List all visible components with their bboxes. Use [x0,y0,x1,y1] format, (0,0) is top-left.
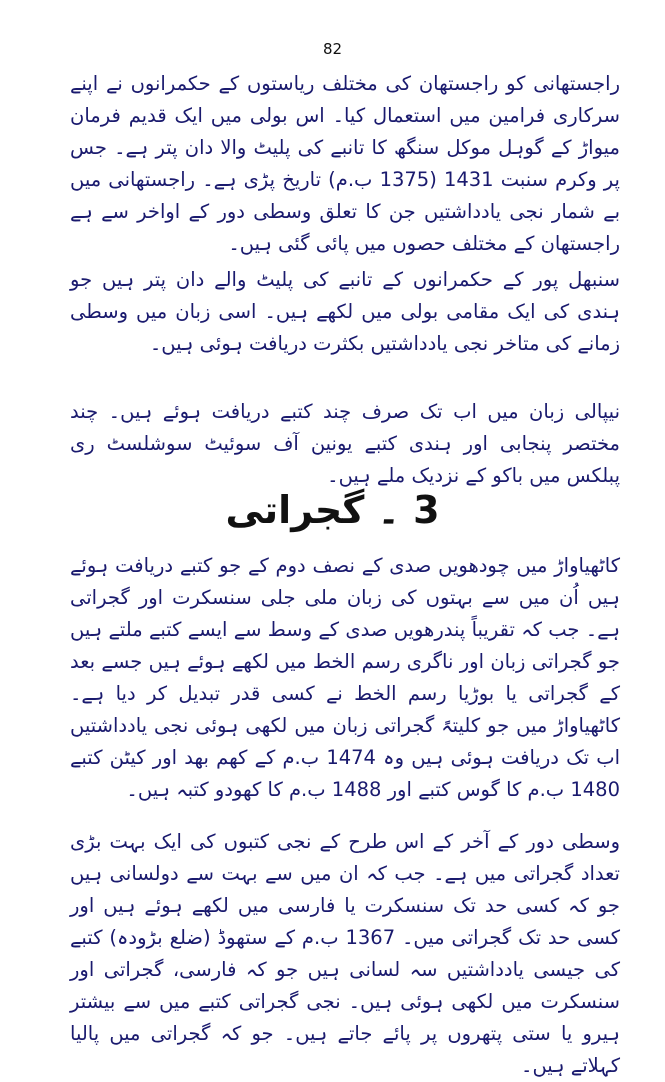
paragraph-sambalpur: سنبھل پور کے حکمرانوں کے تانبے کی پلیٹ والے دان پتر ہیں جو ہندی کی ایک مقامی بولی میں لکھے ہیں۔ اسی زبان میں وسطی زمانے کی متاخر نجی یادداشتیں بکثرت دریافت ہوئی ہیں۔ [70,268,620,355]
paragraph-rajasthani: راجستھانی کو راجستھان کی مختلف ریاستوں کے حکمرانوں نے اپنے سرکاری فرامین میں استعمال کیا۔ اس بولی میں ایک قدیم فرمان میواڑ کے گوہل موکل سنگھ کا تانبے کی پلیٹ والا دان پتر ہے۔ جس پر وکرم سنبت 1431 (1375 ب.م) تاریخ پڑی ہے۔ راجستھانی میں بے شمار نجی یادداشتیں جن کا تعلق وسطی دور کے اواخر سے ہے راجستھان کے مختلف حصوں میں پائی گئی ہیں۔ [70,72,620,255]
page-number: 82 [322,40,343,58]
paragraph-nepali: نیپالی زبان میں اب تک صرف چند کتبے دریافت ہوئے ہیں۔ چند مختصر پنجابی اور ہندی کتبے یونین آف سوئیٹ سوشلسٹ ری پبلکس میں باکو کے نزدیک ملے ہیں۔ [70,400,620,487]
paragraph-medieval-inscriptions: وسطی دور کے آخر کے اس طرح کے نجی کتبوں کی ایک بہت بڑی تعداد گجراتی میں ہے۔ جب کہ ان میں سے بہت سے دولسانی ہیں جو کہ کسی حد تک سنسکرت یا فارسی میں لکھے ہوئے ہیں اور کسی حد تک گجراتی میں۔ 1367 ب.م کے ستھوڈ (ضلع بڑودہ) کتبے کی جیسی یادداشتیں سہ لسانی ہیں جو کہ فارسی، گجراتی اور سنسکرت میں لکھی ہوئی ہیں۔ نجی گجراتی کتبے میں سے بیشتر ہیرو یا ستی پتھروں پر پائے جاتے ہیں۔ جو کہ گجراتی میں پالیا کہلاتے ہیں۔ [70,830,620,1077]
section-heading-gujarati: 3 ۔ گجراتی [225,488,440,532]
paragraph-kathiawar: کاٹھیاواڑ میں چودھویں صدی کے نصف دوم کے جو کتبے دریافت ہوئے ہیں اُن میں سے بہتوں کی زبان ملی جلی سنسکرت اور گجراتی ہے۔ جب کہ تقریباً پندرھویں صدی کے وسط سے ایسے کتبے ملتے ہیں جو گجراتی زبان اور ناگری رسم الخط میں لکھے ہوئے ہیں جسے بعد کے گجراتی یا بوڑیا رسم الخط نے کسی قدر تبدیل کر دیا ہے۔ کاٹھیاواڑ میں جو کلیتہً گجراتی زبان میں لکھی ہوئی نجی یادداشتیں اب تک دریافت ہوئی ہیں وہ 1474 ب.م کے کھم بھد اور کیٹن کتبے 1480 ب.م کا گوس کتبے اور 1488 ب.م کا کھودو کتبہ ہیں۔ [70,554,620,801]
